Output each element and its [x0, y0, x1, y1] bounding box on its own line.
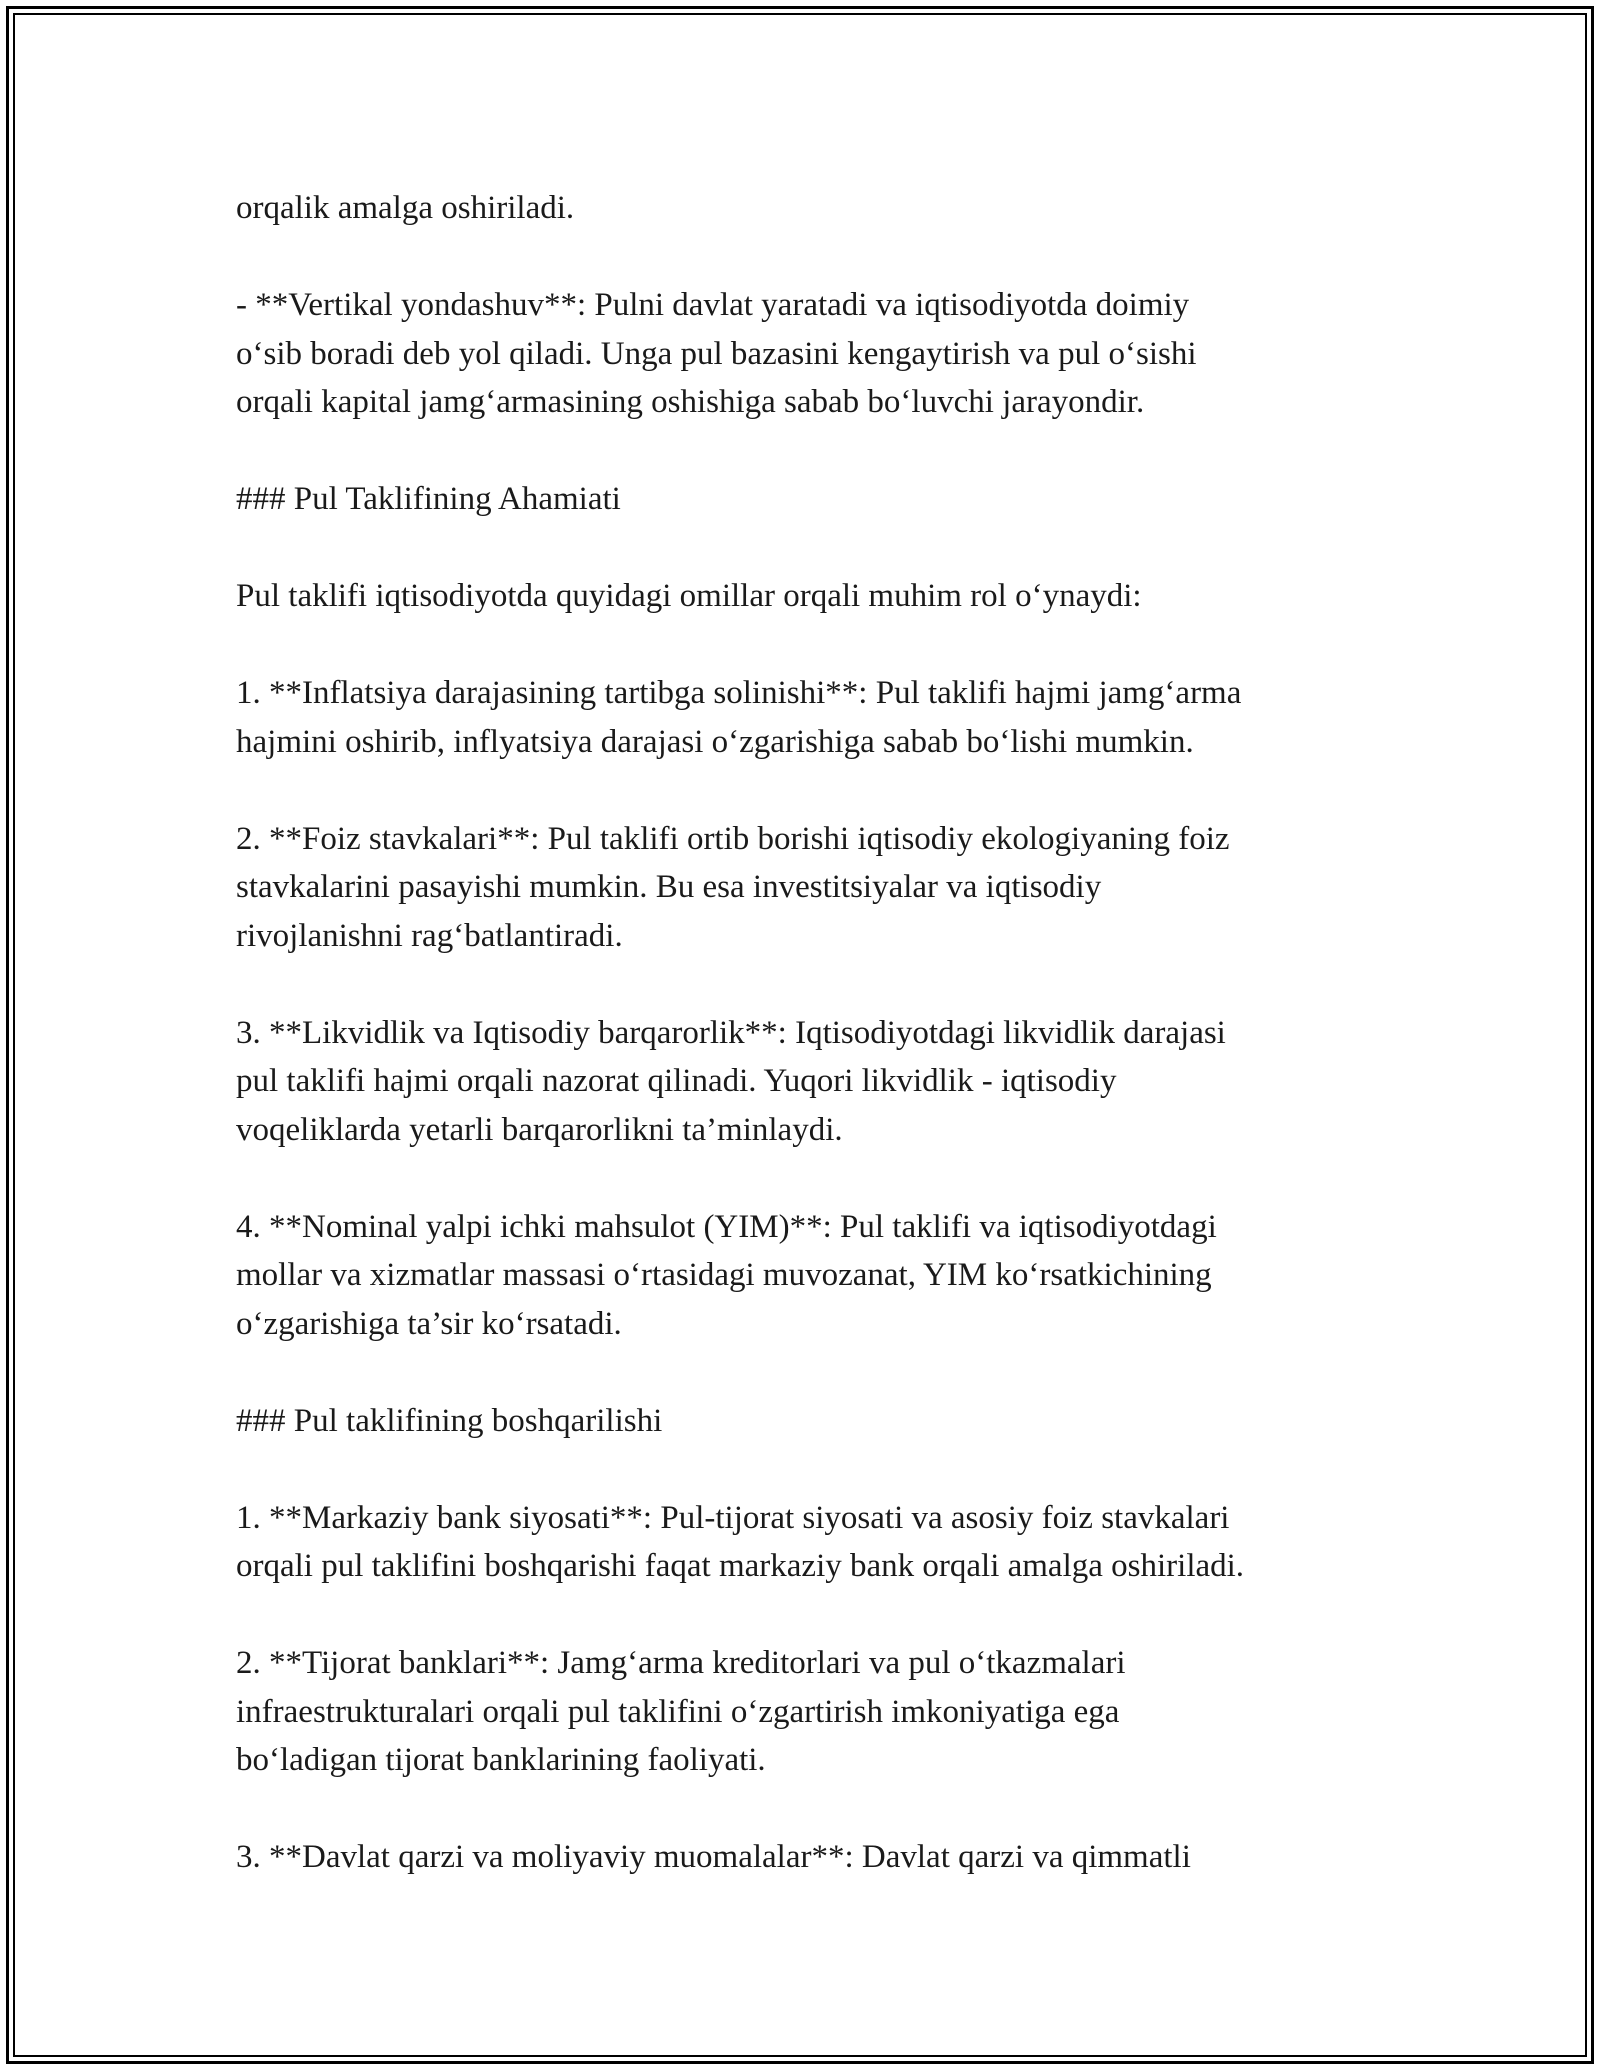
list-item-davlat-qarzi: 3. **Davlat qarzi va moliyaviy muomalalar**: Davlat qarzi va qimmatli	[236, 1839, 1191, 1875]
paragraph-intro: Pul taklifi iqtisodiyotda quyidagi omillar orqali muhim rol o‘ynaydi:	[236, 578, 1142, 614]
list-item-tijorat-banklari: 2. **Tijorat banklari**: Jamg‘arma kreditorlari va pul o‘tkazmalari infraestrukturalari orqali pul taklifini o‘zgartirish imkoniyatiga ega bo‘ladigan tijorat banklarining faoliyati.	[236, 1645, 1126, 1778]
list-item-inflatsiya: 1. **Inflatsiya darajasining tartibga solinishi**: Pul taklifi hajmi jamg‘arma hajmini oshirib, inflyatsiya darajasi o‘zgarishiga sabab bo‘lishi mumkin.	[236, 675, 1242, 760]
paragraph-continuation: orqalik amalga oshiriladi.	[236, 190, 575, 226]
list-item-likvidlik: 3. **Likvidlik va Iqtisodiy barqarorlik**: Iqtisodiyotdagi likvidlik darajasi pul taklifi hajmi orqali nazorat qilinadi. Yuqori likvidlik - iqtisodiy voqeliklarda yetarli barqarorlikni ta’minlaydi.	[236, 1014, 1226, 1148]
paragraph-vertikal-yondashuv: - **Vertikal yondashuv**: Pulni davlat yaratadi va iqtisodiyotda doimiy o‘sib boradi deb yol qiladi. Unga pul bazasini kengaytirish va pul o‘sishi orqali kapital jamg‘armasining oshishiga sabab bo‘luvchi jarayondir.	[236, 287, 1197, 420]
heading-pul-taklifining-ahamiati: ### Pul Taklifining Ahamiati	[236, 481, 621, 517]
list-item-markaziy-bank: 1. **Markaziy bank siyosati**: Pul-tijorat siyosati va asosiy foiz stavkalari orqali pul taklifini boshqarishi faqat markaziy bank orqali amalga oshiriladi.	[236, 1499, 1245, 1584]
heading-pul-taklifining-boshqarilishi: ### Pul taklifining boshqarilishi	[236, 1402, 663, 1439]
list-item-nominal-yim: 4. **Nominal yalpi ichki mahsulot (YIM)**: Pul taklifi va iqtisodiyotdagi mollar va xizmatlar massasi o‘rtasidagi muvozanat, YIM ko‘rsatkichining o‘zgarishiga ta’sir ko‘rsatadi.	[236, 1208, 1217, 1342]
document-body	[236, 184, 1386, 1930]
list-item-foiz-stavkalari: 2. **Foiz stavkalari**: Pul taklifi ortib borishi iqtisodiy ekologiyaning foiz stavkalarini pasayishi mumkin. Bu esa investitsiyalar va iqtisodiy rivojlanishni rag‘batlantiradi.	[236, 820, 1230, 954]
